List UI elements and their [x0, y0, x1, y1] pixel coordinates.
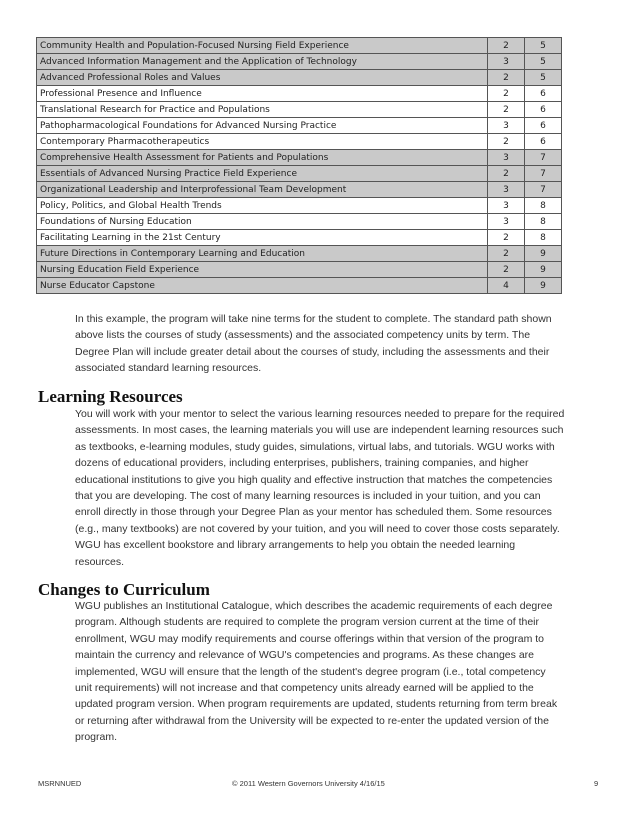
- term-cell: 6: [525, 134, 562, 150]
- changes-to-curriculum-paragraph: WGU publishes an Institutional Catalogue, which describes the academic requirements of each degree program. Although students are required to complete the program version current at the time of their enrollment, WGU may modify requirements and course offerings within that version of the program to maintain the currency and relevance of WGU's competencies and programs. As these changes are implemented, WGU will ensure that the length of the student's degree program (i.e., total competency unit requirements) will not increase and that competency units already earned will be applied to the updated program version. When program requirements are updated, students returning from term break or returning after withdrawal from the University will be expected to re-enter the updated version of the program.: [75, 600, 558, 744]
- term-cell: 7: [525, 166, 562, 182]
- course-name-cell: Community Health and Population-Focused Nursing Field Experience: [37, 38, 488, 54]
- competency-units-cell: 3: [488, 118, 525, 134]
- competency-units-cell: 3: [488, 182, 525, 198]
- course-name-cell: Nursing Education Field Experience: [37, 262, 488, 278]
- learning-resources-paragraph: You will work with your mentor to select the various learning resources needed to prepare for the required assessments. In most cases, the learning materials you will use are independent learning resources such as textbooks, e-learning modules, study guides, simulations, virtual labs, and tutorials. WGU works with dozens of educational providers, including enterprises, publishers, training companies, and higher educational institutions to give you high quality and effective instruction that matches the competencies that you are developing. The cost of many learning resources is included in your tuition, and you can enroll directly in those through your Degree Plan as your mentor has scheduled them. Some resources (e.g., many textbooks) are not covered by your tuition, and you will need to cover those costs separately. WGU has excellent bookstore and library arrangements to help you obtain the needed learning resources.: [75, 408, 565, 568]
- table-row: [37, 38, 562, 54]
- changes-to-curriculum-heading: Changes to Curriculum: [38, 580, 210, 599]
- competency-units-cell: 2: [488, 38, 525, 54]
- competency-units-cell: 3: [488, 150, 525, 166]
- term-cell: 5: [525, 70, 562, 86]
- footer-doc-code: MSRNNUED: [38, 779, 82, 788]
- competency-units-cell: 2: [488, 166, 525, 182]
- course-name-cell: Policy, Politics, and Global Health Trends: [37, 198, 488, 214]
- table-row: [37, 86, 562, 102]
- competency-units-cell: 4: [488, 278, 525, 294]
- competency-units-cell: 2: [488, 86, 525, 102]
- table-row: [37, 262, 562, 278]
- term-cell: 6: [525, 102, 562, 118]
- competency-units-cell: 2: [488, 70, 525, 86]
- competency-units-cell: 2: [488, 262, 525, 278]
- term-cell: 9: [525, 262, 562, 278]
- table-row: [37, 246, 562, 262]
- table-row: [37, 166, 562, 182]
- course-name-cell: Facilitating Learning in the 21st Century: [37, 230, 488, 246]
- term-cell: 5: [525, 38, 562, 54]
- table-row: [37, 278, 562, 294]
- course-table: [36, 37, 562, 294]
- competency-units-cell: 2: [488, 134, 525, 150]
- table-row: [37, 182, 562, 198]
- competency-units-cell: 2: [488, 102, 525, 118]
- competency-units-cell: 2: [488, 230, 525, 246]
- course-name-cell: Foundations of Nursing Education: [37, 214, 488, 230]
- term-cell: 9: [525, 246, 562, 262]
- course-name-cell: Nurse Educator Capstone: [37, 278, 488, 294]
- term-cell: 6: [525, 86, 562, 102]
- footer-page-number: 9: [594, 779, 599, 788]
- course-name-cell: Comprehensive Health Assessment for Patients and Populations: [37, 150, 488, 166]
- course-name-cell: Pathopharmacological Foundations for Advanced Nursing Practice: [37, 118, 488, 134]
- table-row: [37, 150, 562, 166]
- footer-copyright: © 2011 Western Governors University 4/16/15: [232, 779, 385, 788]
- competency-units-cell: 3: [488, 54, 525, 70]
- table-row: [37, 118, 562, 134]
- course-name-cell: Organizational Leadership and Interprofessional Team Development: [37, 182, 488, 198]
- course-name-cell: Professional Presence and Influence: [37, 86, 488, 102]
- course-name-cell: Translational Research for Practice and Populations: [37, 102, 488, 118]
- competency-units-cell: 2: [488, 246, 525, 262]
- course-name-cell: Contemporary Pharmacotherapeutics: [37, 134, 488, 150]
- course-name-cell: Essentials of Advanced Nursing Practice Field Experience: [37, 166, 488, 182]
- course-name-cell: Advanced Professional Roles and Values: [37, 70, 488, 86]
- term-cell: 5: [525, 54, 562, 70]
- term-cell: 7: [525, 182, 562, 198]
- term-cell: 8: [525, 230, 562, 246]
- table-row: [37, 198, 562, 214]
- learning-resources-heading: Learning Resources: [38, 387, 183, 406]
- term-cell: 8: [525, 198, 562, 214]
- term-cell: 8: [525, 214, 562, 230]
- term-cell: 9: [525, 278, 562, 294]
- table-row: [37, 214, 562, 230]
- table-row: [37, 54, 562, 70]
- table-row: [37, 70, 562, 86]
- competency-units-cell: 3: [488, 214, 525, 230]
- intro-paragraph: In this example, the program will take nine terms for the student to complete. The standard path shown above lists the courses of study (assessments) and the associated competency units by term. The Degree Plan will include greater detail about the courses of study, including the assessments and their associated standard learning resources.: [75, 313, 552, 375]
- table-row: [37, 102, 562, 118]
- term-cell: 6: [525, 118, 562, 134]
- table-row: [37, 134, 562, 150]
- course-name-cell: Future Directions in Contemporary Learning and Education: [37, 246, 488, 262]
- term-cell: 7: [525, 150, 562, 166]
- competency-units-cell: 3: [488, 198, 525, 214]
- table-row: [37, 230, 562, 246]
- course-name-cell: Advanced Information Management and the Application of Technology: [37, 54, 488, 70]
